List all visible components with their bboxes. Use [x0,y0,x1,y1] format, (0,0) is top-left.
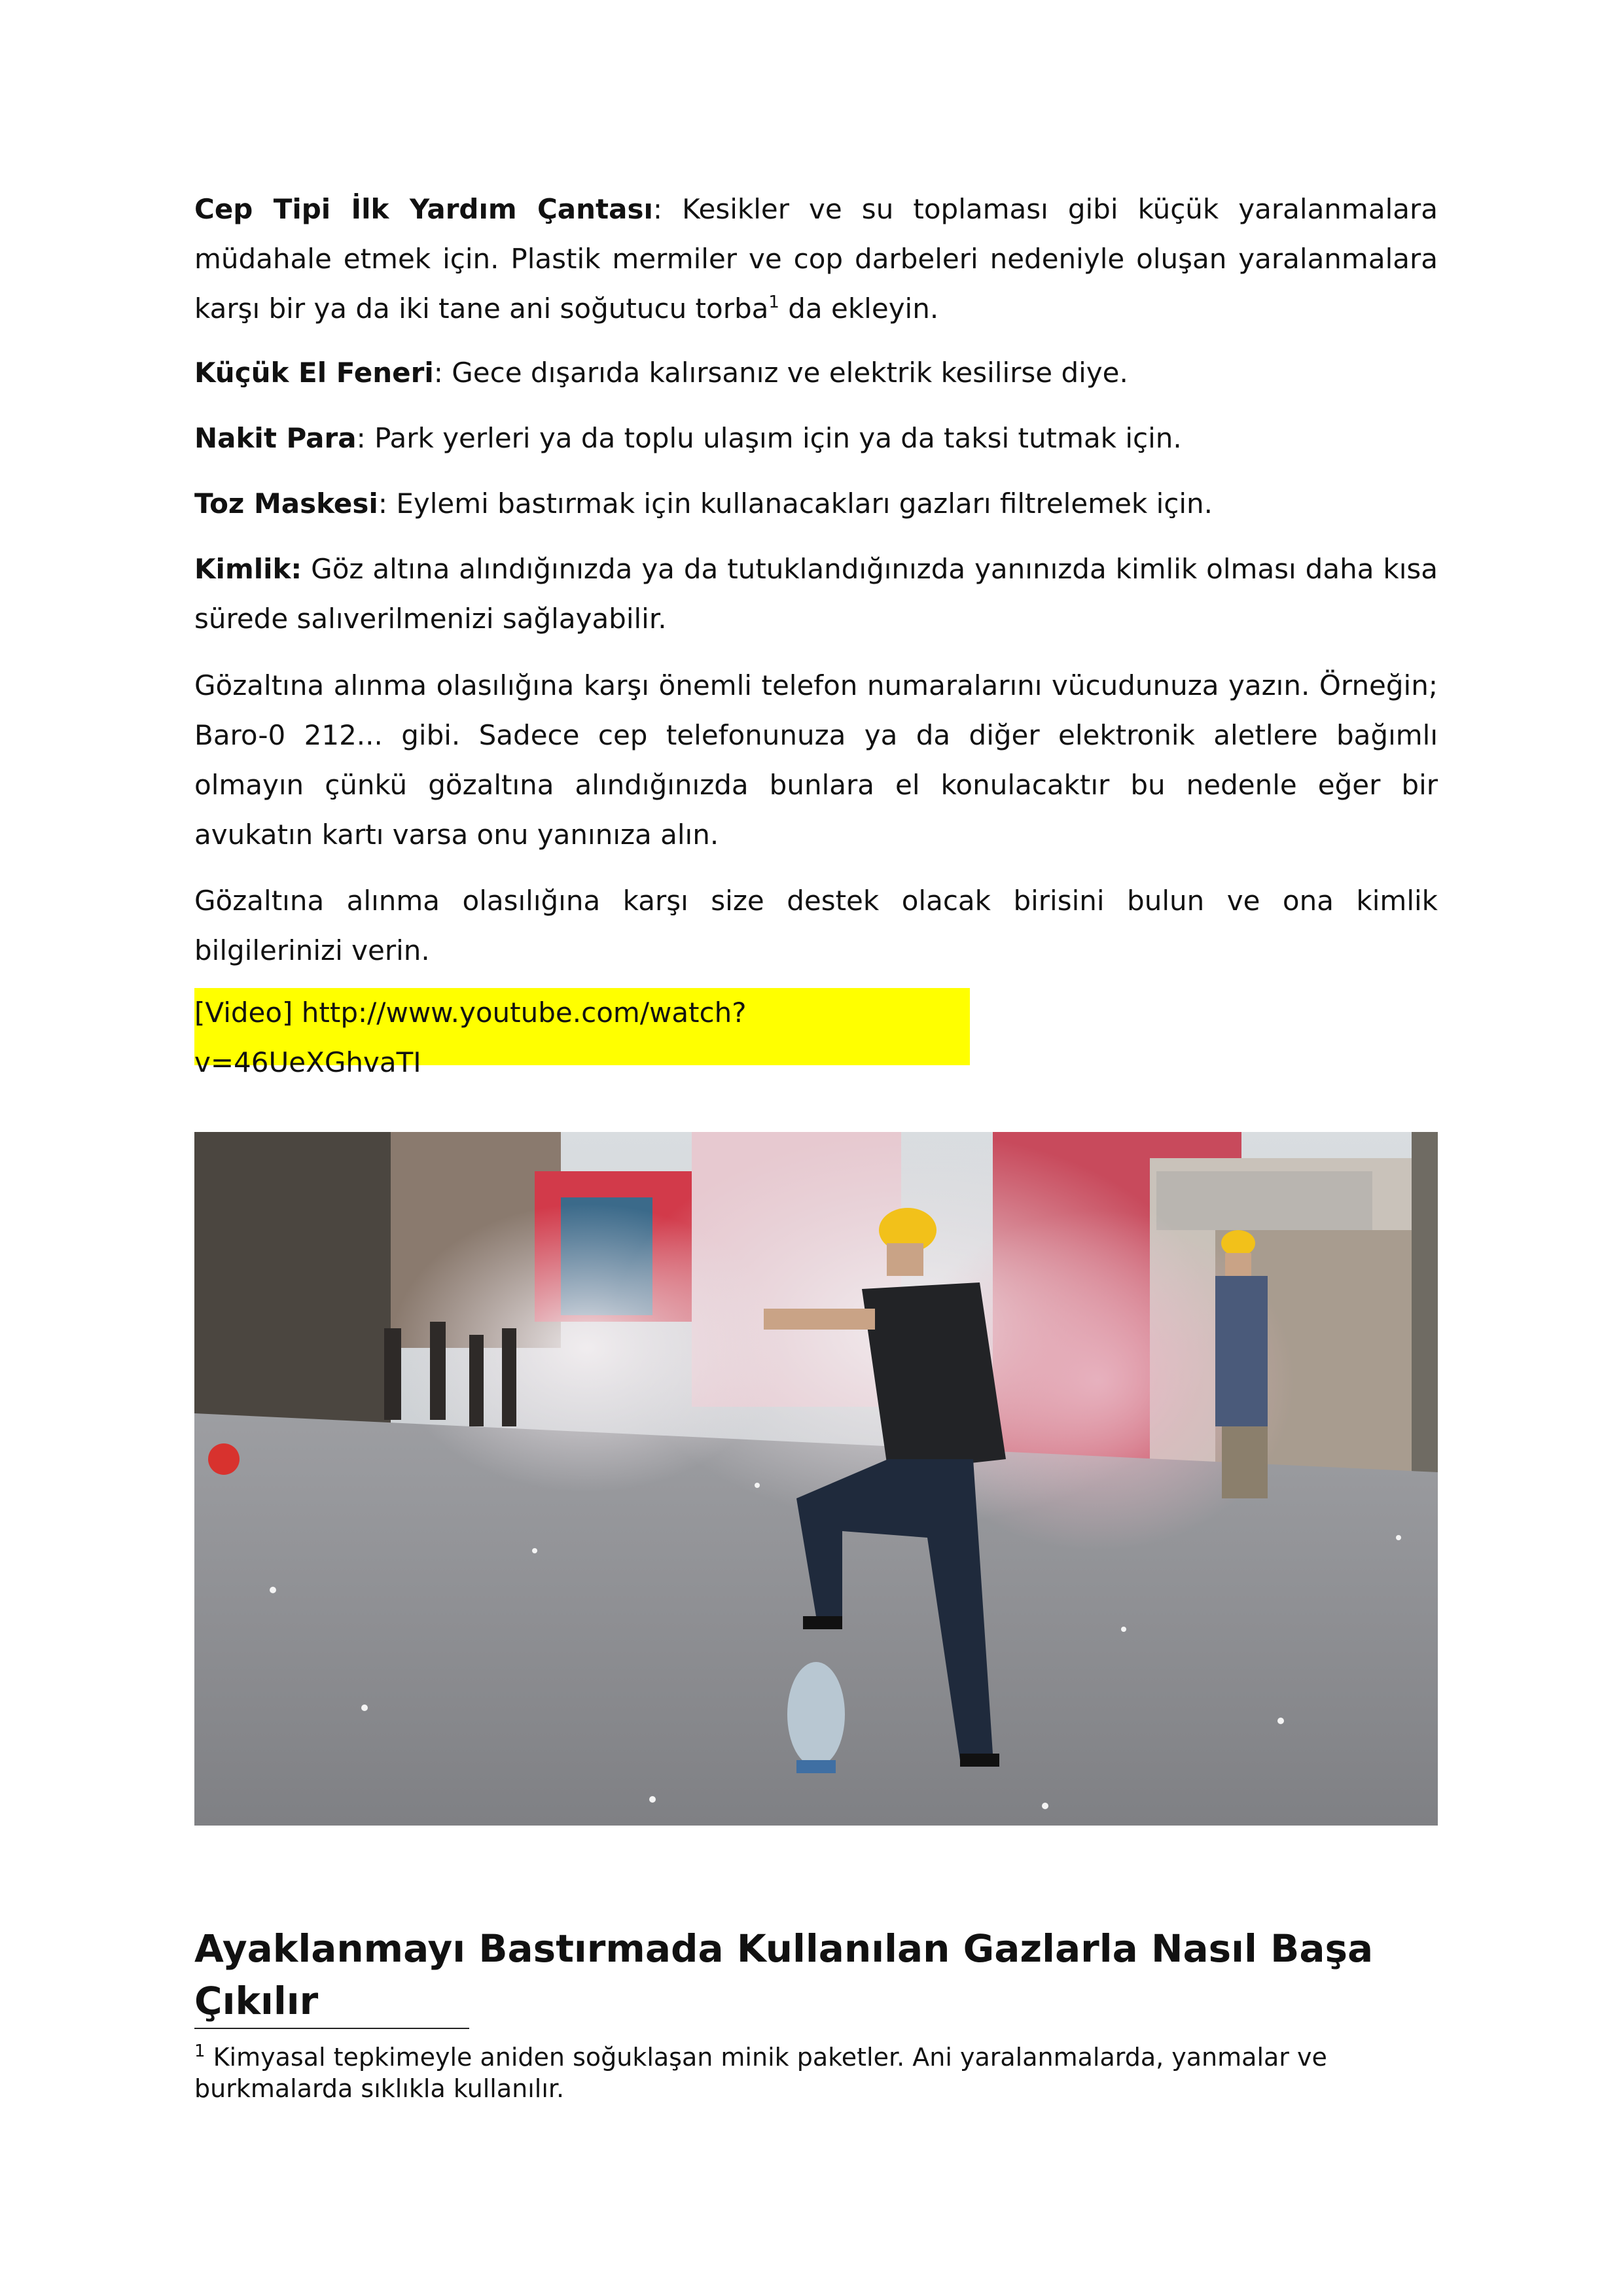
dust-mask-term: Toz Maskesi [194,487,378,520]
cash-text: : Park yerleri ya da toplu ulaşım için ya da taksi tutmak için. [356,422,1182,454]
footnote [194,2041,1438,2104]
flashlight-text: : Gece dışarıda kalırsanız ve elektrik kesilirse diye. [433,357,1128,389]
phone-numbers-paragraph: Gözaltına alınma olasılığına karşı önemli telefon numaralarını vücudunuza yazın. Örneğin; Baro-0 212... gibi. Sadece cep telefonunuza ya da diğer elektronik aletlere bağımlı olmayın çünkü gözaltına alındığınızda bunlara el konulacaktır bu nedenle eğer bir avukatın kartı varsa onu yanınıza alın. [194,669,1438,851]
cash-item [194,414,1438,463]
cash-term: Nakit Para [194,422,357,454]
footnote-text: Kimyasal tepkimeyle aniden soğuklaşan minik paketler. Ani yaralanmalarda, yanmalar ve burkmalarda sıklıkla kullanılır. [194,2043,1327,2103]
dust-mask-item [194,479,1438,529]
first-aid-kit-item [194,185,1438,334]
flashlight-term: Küçük El Feneri [194,357,434,389]
section-heading: Ayaklanmayı Bastırmada Kullanılan Gazlarla Nasıl Başa Çıkılır [194,1926,1374,2023]
id-card-item [194,544,1438,644]
first-aid-kit-text: : Kesikler ve su toplaması gibi küçük yaralanmalara müdahale etmek için. Plastik mermiler ve cop darbeleri nedeniyle oluşan yaralanmalara karşı bir ya da iki tane ani soğutucu torba [194,193,1438,325]
footnote-separator [194,2028,469,2029]
support-person-paragraph: Gözaltına alınma olasılığına karşı size destek olacak birisini bulun ve ona kimlik bilgilerinizi verin. [194,885,1438,966]
first-aid-kit-text-end: da ekleyin. [779,292,939,325]
video-link[interactable]: [Video] http://www.youtube.com/watch?v=46UeXGhvaTI [194,988,970,1065]
flashlight-item [194,348,1438,398]
dust-mask-text: : Eylemi bastırmak için kullanacakları gazları filtrelemek için. [378,487,1213,520]
protest-photo [194,1132,1438,1826]
id-card-text: Göz altına alındığınızda ya da tutuklandığınızda yanınızda kimlik olması daha kısa sürede salıverilmenizi sağlayabilir. [194,553,1438,635]
footnote-marker: 1 [194,2041,205,2061]
first-aid-kit-term: Cep Tipi İlk Yardım Çantası [194,193,653,225]
id-card-term: Kimlik: [194,553,302,585]
footnote-reference[interactable]: 1 [768,292,779,312]
